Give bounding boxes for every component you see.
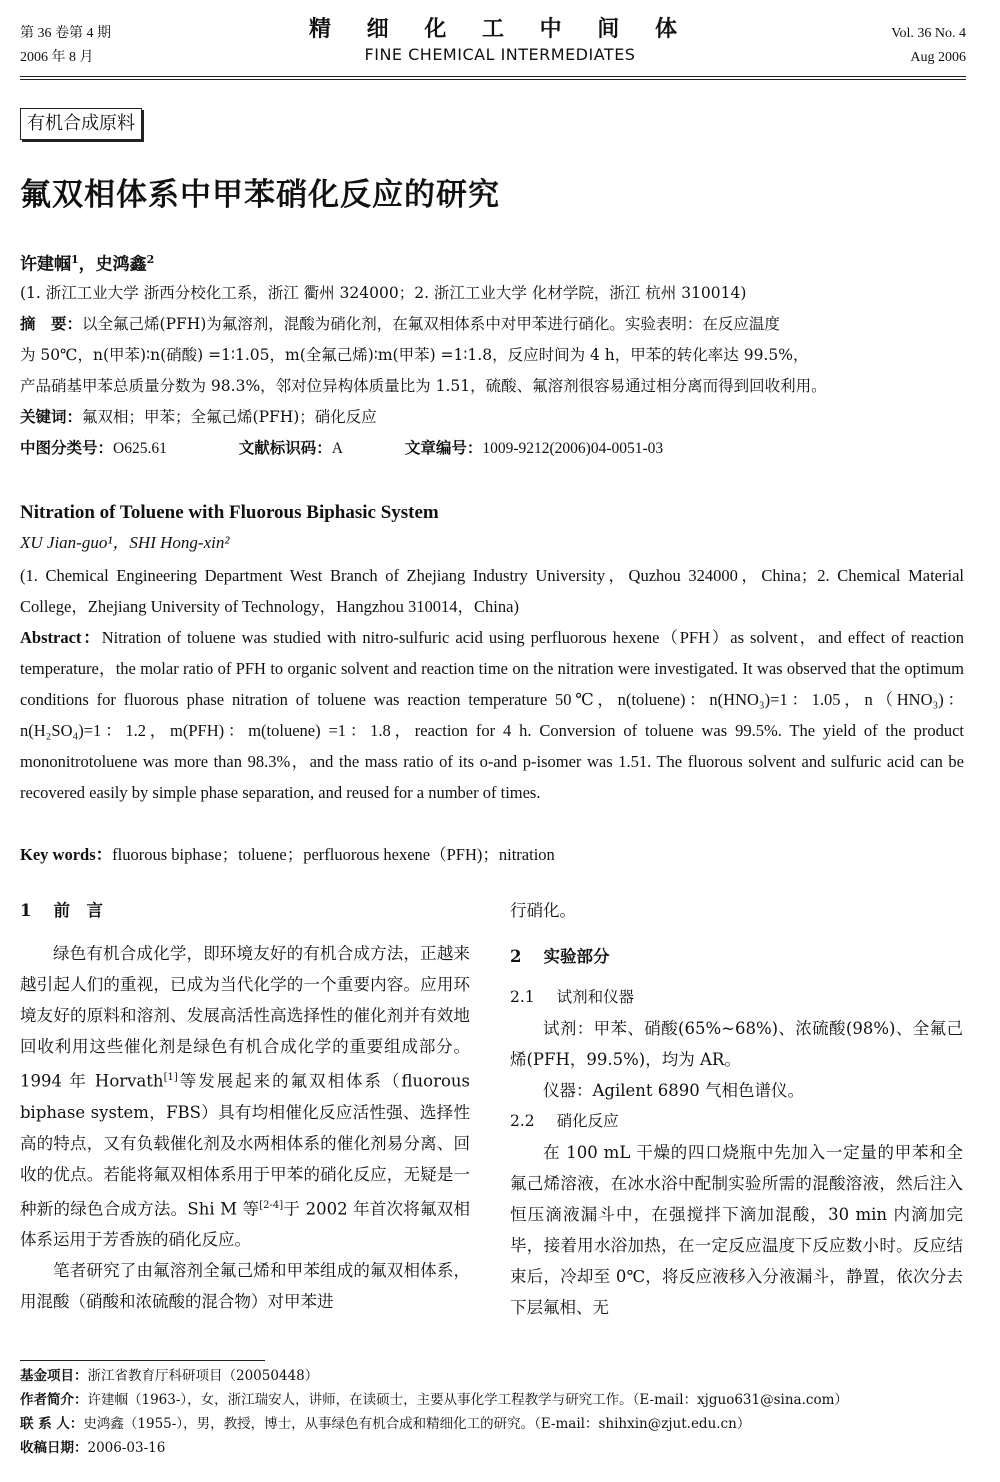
date-cn: 2006 年 8 月 [20, 50, 94, 65]
article-no-value: 1009-9212(2006)04-0051-03 [482, 440, 664, 457]
section-2-2-number: 2.2 [510, 1112, 535, 1130]
header-right [891, 22, 966, 70]
date-en: Aug 2006 [910, 50, 966, 65]
author-bio-label: 作者简介： [20, 1392, 88, 1408]
journal-header [300, 14, 700, 66]
journal-title-cn: 精 细 化 工 中 间 体 [309, 16, 691, 42]
volume-cn: 第 36 卷第 4 期 [20, 26, 111, 41]
doc-code-value: A [331, 440, 343, 457]
section-2-2-paragraph: 在 100 mL 干燥的四口烧瓶中先加入一定量的甲苯和全氟己烯溶液，在冰水浴中配制实验所需的混酸溶液，然后注入恒压滴液漏斗中，在强搅拌下滴加混酸，30 min 内滴加完毕，接着用水浴加热，在一定反应温度下反应数小时。反应结束后，冷却至 0℃，将反应液移入分液漏斗，静置，依次分去下层氟相、无 [510, 1143, 963, 1317]
fund-text: 浙江省教育厅科研项目（20050448） [87, 1368, 319, 1384]
abstract-en [20, 622, 964, 808]
clc-label: 中图分类号： [20, 438, 114, 457]
para-text-c: 于 2002 年首次将氟双相体系运用于芳香族的硝化反应。 [20, 1199, 471, 1249]
section-1-paragraph-2: 笔者研究了由氟溶剂全氟己烯和甲苯组成的氟双相体系，用混酸（硝酸和浓硫酸的混合物）对甲苯进 [20, 1261, 470, 1311]
author-bio-text: 许建帼（1963-），女，浙江瑞安人，讲师，在读硕士，主要从事化学工程教学与研究工作。（E-mail：xjguo631@sina.com） [87, 1392, 848, 1408]
section-2-1-title: 试剂和仪器 [556, 988, 635, 1006]
keywords-cn [20, 403, 966, 431]
author-separator: ， [78, 254, 96, 275]
affiliation-en: (1. Chemical Engineering Department West Branch of Zhejiang Industry University，Quzhou 324000，China；2. Chemical Material College，Zhejiang University of Technology，Hangzhou 310014，China) [20, 566, 964, 616]
abstract-cn-text-1: 以全氟己烯(PFH)为氟溶剂，混酸为硝化剂，在氟双相体系中对甲苯进行硝化。实验表明：在反应温度 [82, 315, 780, 333]
authors-cn [20, 248, 154, 277]
abstract-label-en: Abstract： [20, 628, 102, 647]
section-2-title: 实验部分 [543, 947, 610, 966]
section-2-heading [510, 941, 963, 972]
section-1-heading [20, 895, 470, 926]
header-left [20, 22, 111, 70]
section-2-number: 2 [510, 947, 522, 966]
author-2-sup: 2 [146, 253, 155, 266]
clc-value: O625.61 [113, 440, 167, 457]
body-column-left [20, 895, 470, 1317]
citation-1: [1] [163, 1072, 178, 1083]
paper-title-cn: 氟双相体系中甲苯硝化反应的研究 [20, 177, 500, 213]
abstract-cn-line-2: 为 50℃，n(甲苯)∶n(硝酸) =1∶1.05，m(全氟己烯)∶m(甲苯) =1∶1.8，反应时间为 4 h，甲苯的转化率达 99.5%， [20, 346, 809, 364]
fund-label: 基金项目： [20, 1368, 88, 1384]
section-1-number: 1 [20, 901, 32, 920]
footnote-received [20, 1436, 966, 1460]
para-text-a: 绿色有机合成化学，即环境友好的有机合成方法，正越来越引起人们的重视，已成为当代化学的一个重要内容。应用环境友好的原料和溶剂、发展高活性高选择性的催化剂并有效地回收利用这些催化剂是绿色有机合成化学的重要组成部分。1994 年 Horvath [20, 944, 470, 1091]
volume-en: Vol. 36 No. 4 [891, 26, 966, 41]
classification-line [20, 434, 966, 463]
keywords-en [20, 839, 964, 870]
para-text-b: 等发展起来的氟双相体系（fluorous biphase system，FBS）具有均相催化反应活性强、选择性高的特点，又有负载催化剂及水两相体系的催化剂易分离、回收的优点。若能将氟双相体系用于甲苯的硝化反应，无疑是一种新的绿色合成方法。Shi M 等 [20, 1071, 470, 1218]
footnote-author [20, 1388, 966, 1412]
abstract-label-cn: 摘 要： [20, 314, 83, 333]
keywords-label-cn: 关键词： [20, 407, 83, 426]
keywords-label-en: Key words： [20, 845, 113, 864]
author-2: 史鸿鑫 [95, 254, 147, 275]
article-no-label: 文章编号： [404, 438, 483, 457]
doc-code-label: 文献标识码： [238, 438, 332, 457]
footnote-contact [20, 1412, 966, 1436]
footnote-fund [20, 1364, 966, 1388]
section-1-continuation: 行硝化。 [510, 901, 576, 920]
section-tag: 有机合成原料 [20, 108, 142, 140]
section-1-title: 前 言 [53, 901, 103, 920]
abstract-cn-line-1 [20, 310, 966, 338]
citation-2-4: [2-4] [259, 1199, 284, 1211]
received-date: 2006-03-16 [87, 1440, 166, 1456]
affiliation-cn: (1. 浙江工业大学 浙西分校化工系，浙江 衢州 324000；2. 浙江工业大学 化材学院，浙江 杭州 310014) [20, 284, 747, 302]
contact-label: 联 系 人： [20, 1416, 84, 1432]
keywords-cn-text: 氟双相；甲苯；全氟己烯(PFH)；硝化反应 [82, 408, 377, 426]
section-2-2-heading [510, 1106, 963, 1137]
paper-title-en: Nitration of Toluene with Fluorous Biphasic System [20, 502, 439, 523]
abstract-en-text: Nitration of toluene was studied with nitro-sulfuric acid using perfluorous hexene（PFH）as solvent，and effect of reaction temperature，the molar ratio of PFH to organic solvent and reaction time on the nitration were investigated. It was observed that the optimum conditions for fluorous phase nitration of toluene was reaction temperature 50℃，n(toluene)：n(HNO₃)=1：1.05，n（HNO₃)：n(H₂SO₄)=1：1.2，m(PFH)：m(toluene) =1：1.8，reaction for 4 h. Conversion of toluene was 99.5%. The yield of the product mononitrotoluene was more than 98.3%，and the mass ratio of its o-and p-isomer was 1.51. The fluorous solvent and sulfuric acid can be recovered easily by simple phase separation, and reused for a number of times. [20, 628, 964, 802]
contact-text: 史鸿鑫（1955-），男，教授，博士，从事绿色有机合成和精细化工的研究。（E-mail：shihxin@zjut.edu.cn） [83, 1416, 751, 1432]
keywords-en-text: fluorous biphase；toluene；perfluorous hexene（PFH)；nitration [112, 845, 555, 864]
body-column-right [510, 895, 963, 1323]
abstract-cn-line-3: 产品硝基甲苯总质量分数为 98.3%，邻对位异构体质量比为 1.51，硫酸、氟溶剂很容易通过相分离而得到回收利用。 [20, 377, 827, 395]
section-2-1-heading [510, 982, 963, 1013]
author-1-sup: 1 [71, 253, 79, 266]
authors-en: XU Jian-guo¹，SHI Hong-xin² [20, 533, 230, 552]
author-1: 许建帼 [20, 254, 71, 275]
section-2-2-title: 硝化反应 [556, 1112, 619, 1130]
reagents-paragraph: 试剂：甲苯、硝酸(65%~68%)、浓硫酸(98%)、全氟己烯(PFH，99.5%)，均为 AR。 [510, 1019, 963, 1069]
received-label: 收稿日期： [20, 1440, 88, 1456]
section-2-1-number: 2.1 [510, 988, 535, 1006]
footnote-divider [20, 1360, 265, 1361]
instrument-paragraph: 仪器：Agilent 6890 气相色谱仪。 [543, 1081, 805, 1100]
section-1-paragraph-1 [20, 938, 470, 1255]
journal-title-en: FINE CHEMICAL INTERMEDIATES [364, 45, 636, 64]
header-divider [20, 76, 966, 80]
